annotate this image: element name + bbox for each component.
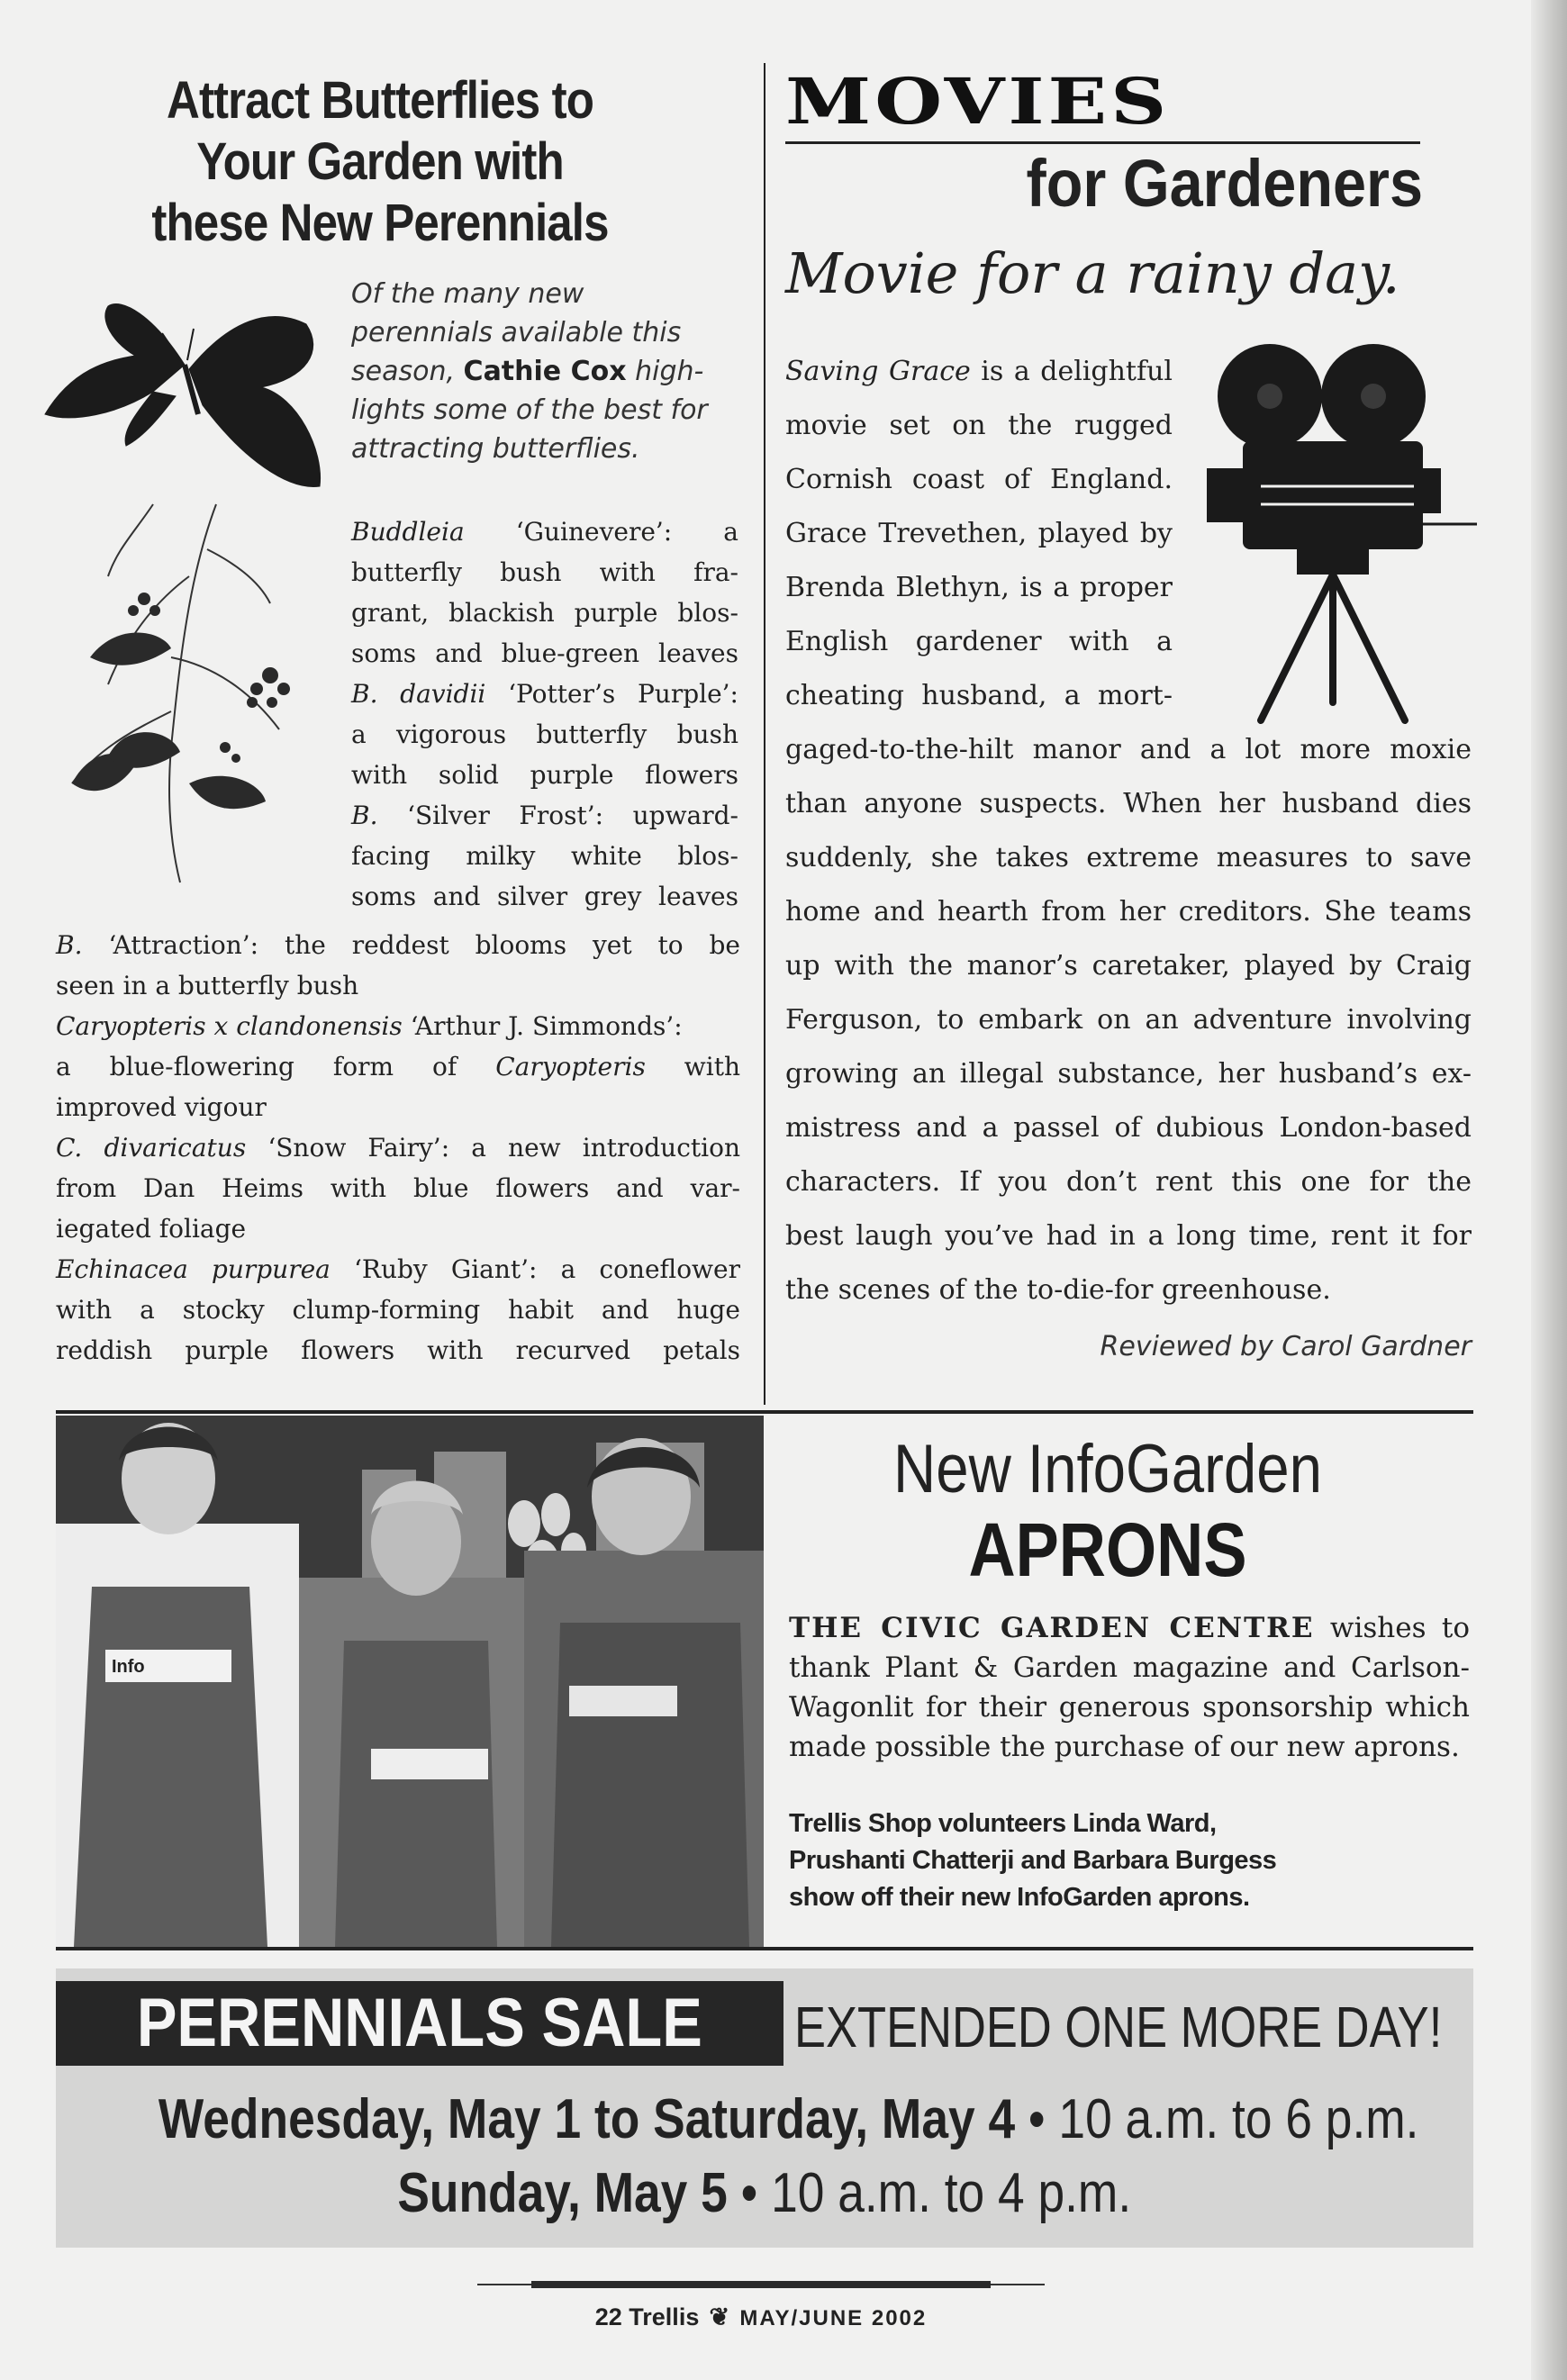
plant-line: Buddleia ‘Guinevere’: a (351, 517, 738, 547)
article-deck (351, 275, 738, 468)
caption-line: Prushanti Chatterji and Barbara Burgess (789, 1846, 1277, 1875)
review-line: up with the manor’s caretaker, played by Craig (785, 950, 1472, 982)
review-line: Cornish coast of England. (785, 464, 1173, 495)
deck-text: attracting butterflies. (351, 433, 640, 465)
title-line: Your Garden with (196, 132, 564, 191)
plant-line: a blue-flowering form of Caryopteris with (56, 1052, 741, 1081)
plant-line: B. davidii ‘Potter’s Purple’: (351, 679, 738, 709)
volunteers-photo (56, 1416, 764, 1947)
heading-rule (785, 141, 1420, 144)
plant-line: C. divaricatus ‘Snow Fairy’: a new introduction (56, 1133, 740, 1163)
page-footer (477, 2301, 1045, 2335)
sale-hours: • 10 a.m. to 4 p.m. (728, 2162, 1132, 2224)
plant-line: Caryopteris x clandonensis ‘Arthur J. Simmonds’: (56, 1011, 683, 1041)
section-divider (56, 1947, 1473, 1950)
review-line: mistress and a passel of dubious London-based (785, 1112, 1472, 1144)
plant-line: soms and silver grey leaves (351, 882, 738, 911)
plant-line: B. ‘Attraction’: the reddest blooms yet to be (56, 930, 740, 960)
sale-dates-line1 (56, 2087, 1473, 2152)
title-line: these New Perennials (151, 194, 609, 252)
column-divider (764, 63, 765, 1405)
review-line: home and hearth from her creditors. She teams (785, 896, 1472, 928)
apron-badge-text: Info (112, 1657, 145, 1677)
review-line: characters. If you don’t rent this one for the (785, 1166, 1472, 1198)
aprons-body (789, 1608, 1470, 1767)
review-line: cheating husband, a mort- (785, 680, 1173, 711)
review-line: Ferguson, to embark on an adventure involving (785, 1004, 1472, 1036)
plant-line: from Dan Heims with blue flowers and var- (56, 1173, 740, 1203)
sale-extended-notice: EXTENDED ONE MORE DAY! (794, 1995, 1443, 2059)
plant-line: Echinacea purpurea ‘Ruby Giant’: a coneflower (56, 1254, 740, 1284)
plant-list-wide (56, 925, 740, 1371)
section-divider (56, 1410, 1473, 1414)
aprons-line: Wagonlit for their generous sponsorship which (789, 1691, 1470, 1724)
review-line: than anyone suspects. When her husband dies (785, 788, 1472, 819)
deck-text: perennials available this (351, 317, 682, 348)
review-line: gaged-to-the-hilt manor and a lot more moxie (785, 734, 1472, 765)
plant-line: grant, blackish purple blos- (351, 598, 738, 628)
butterfly-article-title (95, 70, 666, 254)
photo-caption (789, 1805, 1437, 1916)
caption-line: Trellis Shop volunteers Linda Ward, (789, 1809, 1217, 1838)
page-binding-shadow (1531, 0, 1567, 2380)
plant-list-narrow (351, 511, 738, 917)
aprons-line: THE CIVIC GARDEN CENTRE wishes to (789, 1612, 1470, 1644)
deck-text: Of the many new (351, 278, 584, 310)
page-number-publication: 22 Trellis (594, 2303, 700, 2330)
review-line: best laugh you’ve had in a long time, rent it for (785, 1220, 1472, 1252)
review-line: the scenes of the to-die-for greenhouse. (785, 1274, 1331, 1306)
plant-line: facing milky white blos- (351, 841, 738, 871)
leaf-icon: ❦ (709, 2303, 730, 2330)
plant-line: iegated foliage (56, 1214, 247, 1244)
plant-line: B. ‘Silver Frost’: upward- (351, 801, 738, 830)
caption-line: show off their new InfoGarden aprons. (789, 1883, 1250, 1912)
aprons-line: made possible the purchase of our new aprons. (789, 1731, 1460, 1763)
movies-subheading: for Gardeners (1026, 146, 1423, 221)
movie-subtitle: Movie for a rainy day. (785, 240, 1400, 306)
plant-line: soms and blue-green leaves (351, 638, 738, 668)
review-line: Brenda Blethyn, is a proper (785, 572, 1173, 603)
reviewer-credit: Reviewed by Carol Gardner (1100, 1331, 1472, 1362)
review-line: suddenly, she takes extreme measures to save (785, 842, 1472, 873)
movie-review-body (785, 345, 1472, 1317)
plant-line: improved vigour (56, 1092, 267, 1122)
sale-hours: • 10 a.m. to 6 p.m. (1015, 2088, 1419, 2150)
review-line: growing an illegal substance, her husband’s ex- (785, 1058, 1472, 1090)
plant-line: butterfly bush with fra- (351, 557, 738, 587)
deck-text: season, (351, 356, 464, 387)
plant-line: reddish purple flowers with recurved petals (56, 1335, 740, 1365)
sale-days: Wednesday, May 1 to Saturday, May 4 (158, 2088, 1016, 2150)
issue-date: MAY/JUNE 2002 (739, 2306, 928, 2330)
organization-name: THE CIVIC GARDEN CENTRE (789, 1612, 1315, 1644)
review-line: English gardener with a (785, 626, 1173, 657)
plant-line: seen in a butterfly bush (56, 971, 359, 1000)
plant-line: with solid purple flowers (351, 760, 738, 790)
author-name: Cathie Cox (463, 356, 627, 387)
sale-dates-line2 (56, 2161, 1473, 2226)
deck-text: high- (626, 356, 704, 387)
review-line: Saving Grace is a delightful (785, 356, 1173, 387)
aprons-title-line1: New InfoGarden (893, 1431, 1322, 1507)
review-line: Grace Trevethen, played by (785, 518, 1173, 549)
movies-heading: MOVIES (785, 64, 1171, 140)
title-line: Attract Butterflies to (166, 71, 594, 130)
deck-text: lights some of the best for (351, 394, 708, 426)
butterfly-flower-illustration (36, 279, 333, 891)
aprons-title-line2: APRONS (968, 1507, 1247, 1592)
film-title: Saving Grace (785, 356, 971, 387)
plant-line: with a stocky clump-forming habit and huge (56, 1295, 740, 1325)
sale-label: PERENNIALS SALE (56, 1981, 784, 2066)
aprons-line: thank Plant & Garden magazine and Carlson- (789, 1652, 1470, 1684)
footer-bar (531, 2281, 991, 2288)
plant-line: a vigorous butterfly bush (351, 719, 738, 749)
sale-days: Sunday, May 5 (397, 2162, 729, 2224)
review-line: movie set on the rugged (785, 410, 1173, 441)
